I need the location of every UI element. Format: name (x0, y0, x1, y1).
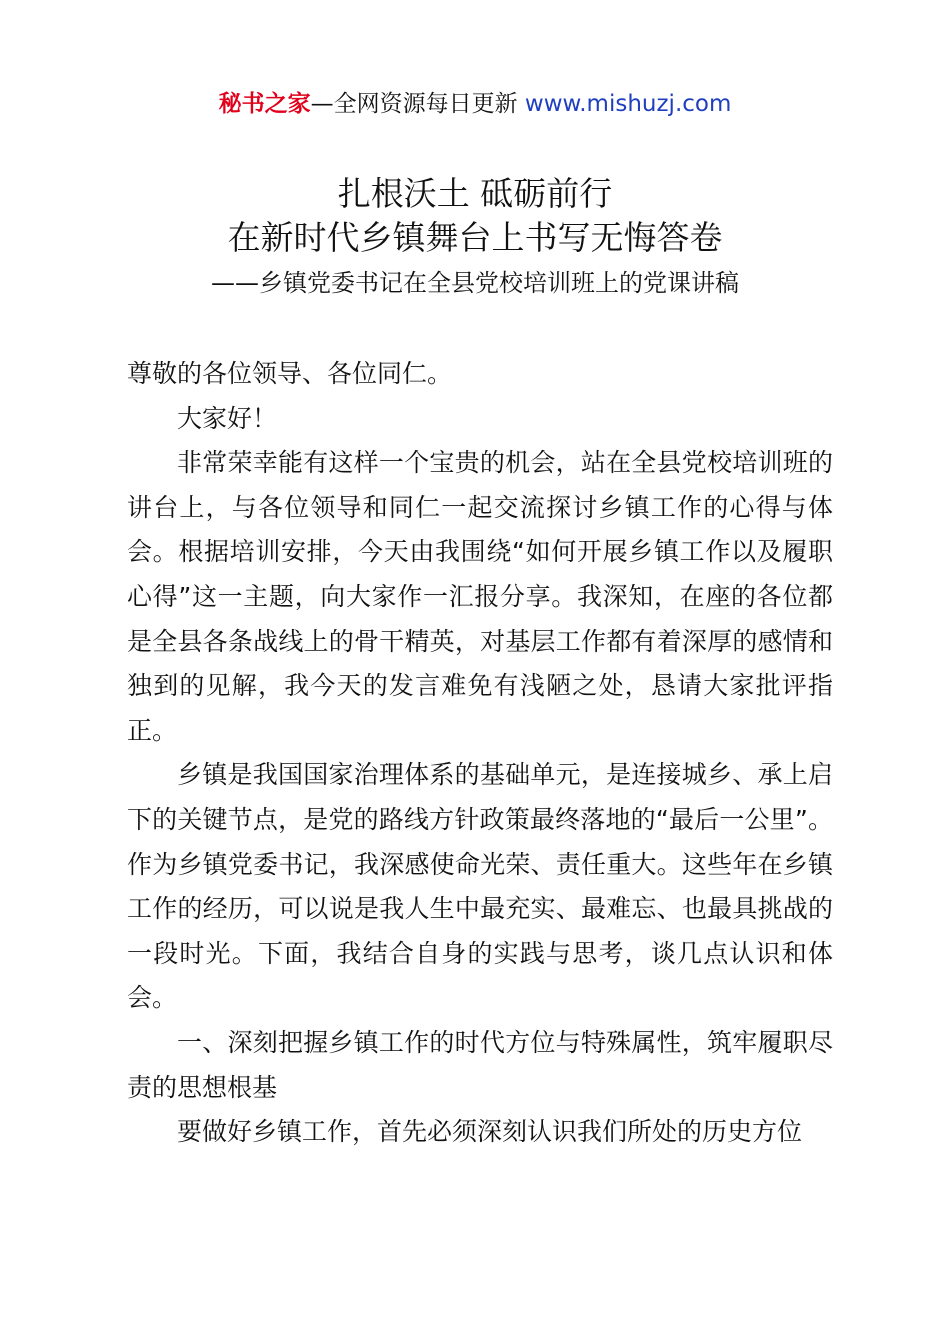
section-heading-1: 一、深刻把握乡镇工作的时代方位与特殊属性，筑牢履职尽责的思想根基 (127, 1027, 833, 1102)
subtitle: ——乡镇党委书记在全县党校培训班上的党课讲稿 (211, 269, 739, 297)
brand-name: 秘书之家 (218, 91, 311, 117)
title-line-2: 在新时代乡镇舞台上书写无悔答卷 (227, 218, 723, 257)
greeting: 大家好！ (177, 403, 278, 433)
paragraph-2: 乡镇是我国国家治理体系的基础单元，是连接城乡、承上启下的关键节点，是党的路线方针政策最终落地的“最后一公里”。作为乡镇党委书记，我深感使命光荣、责任重大。这些年在乡镇工作的经历，可以说是我人生中最充实、最难忘、也最具挑战的一段时光。下面，我结合自身的实践与思考，谈几点认识和体会。 (127, 760, 833, 1013)
site-header (0, 88, 950, 120)
site-tagline: —全网资源每日更新 (310, 91, 518, 117)
site-url-link[interactable]: www.mishuzj.com (524, 91, 732, 117)
document-body (127, 352, 833, 1155)
title-line-1: 扎根沃土 砥砺前行 (337, 174, 613, 213)
paragraph-1: 非常荣幸能有这样一个宝贵的机会，站在全县党校培训班的讲台上，与各位领导和同仁一起交流探讨乡镇工作的心得与体会。根据培训安排，今天由我围绕“如何开展乡镇工作以及履职心得”这一主题，向大家作一汇报分享。我深知，在座的各位都是全县各条战线上的骨干精英，对基层工作都有着深厚的感情和独到的见解，我今天的发言难免有浅陋之处，恳请大家批评指正。 (127, 448, 833, 745)
salutation: 尊敬的各位领导、各位同仁。 (127, 359, 453, 388)
paragraph-3: 要做好乡镇工作，首先必须深刻认识我们所处的历史方位 (177, 1117, 803, 1147)
title-block (0, 172, 950, 260)
